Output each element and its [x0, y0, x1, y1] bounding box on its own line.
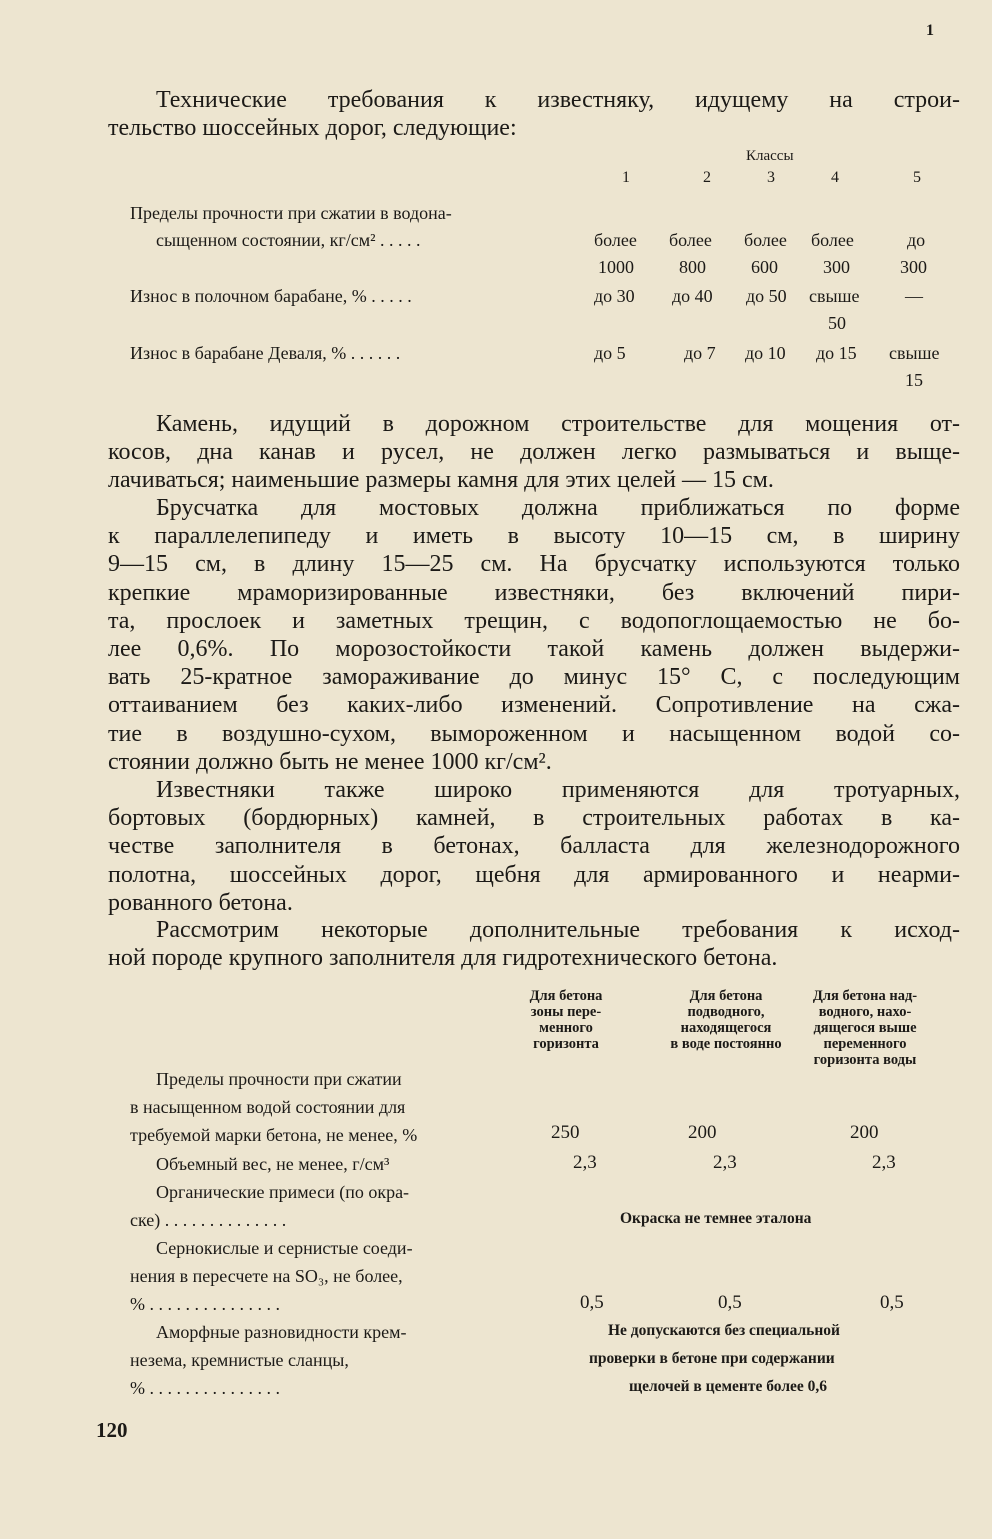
- text-line: к параллелепипеду и иметь в высоту 10—15 см, в ширину: [108, 523, 960, 550]
- table-cell: до 7: [684, 343, 716, 363]
- header-line: горизонта: [533, 1036, 599, 1052]
- header-line: Для бетона над-: [812, 988, 918, 1004]
- table-cell: до 5: [594, 343, 626, 363]
- class-number: 1: [622, 169, 630, 186]
- table-cell: до: [907, 230, 926, 250]
- table-row-label: % . . . . . . . . . . . . . . .: [130, 1378, 280, 1398]
- table-row-label: требуемой марки бетона, не менее, %: [130, 1125, 418, 1145]
- header-line: в воде постоянно: [670, 1036, 782, 1052]
- text-line: тельство шоссейных дорог, следующие:: [108, 115, 517, 142]
- text-line: Рассмотрим некоторые дополнительные требования к исход-: [156, 917, 960, 943]
- table-cell: более: [744, 230, 787, 250]
- text-line: рованного бетона.: [108, 889, 293, 916]
- paragraph-stone: [108, 410, 960, 495]
- table-cell: 200: [688, 1122, 717, 1143]
- header-line: Для бетона: [529, 988, 603, 1004]
- table-cell: 0,5: [580, 1292, 604, 1313]
- table-cell: до 40: [672, 286, 713, 306]
- header-line: менного: [539, 1020, 593, 1036]
- table-note: проверки в бетоне при содержании: [589, 1350, 835, 1367]
- table-row-label: Пределы прочности при сжатии: [156, 1069, 402, 1089]
- table-cell: 0,5: [718, 1292, 742, 1313]
- table-cell: 0,5: [880, 1292, 904, 1313]
- table-row-label: Объемный вес, не менее, г/см³: [156, 1154, 390, 1174]
- page-number: 120: [96, 1418, 128, 1442]
- text-line: Известняки также широко применяются для тротуарных,: [156, 777, 960, 803]
- class-number: 2: [703, 169, 711, 186]
- table-row-label: Сернокислые и сернистые соеди-: [156, 1238, 413, 1258]
- text-line: лее 0,6%. По морозостойкости такой камень должен выдержи-: [108, 636, 960, 663]
- table-cell: свыше: [889, 343, 940, 363]
- table-cell: 2,3: [713, 1152, 737, 1173]
- table-cell: 200: [850, 1122, 879, 1143]
- table-cell: 2,3: [573, 1152, 597, 1173]
- class-number: 5: [913, 169, 921, 186]
- text-line: крепкие мраморизированные известняки, без включений пири-: [108, 579, 960, 606]
- table-row-label: в насыщенном водой состоянии для: [130, 1097, 406, 1117]
- text-line: лачиваться; наименьшие размеры камня для этих целей — 15 см.: [108, 467, 774, 494]
- table-cell: 300: [823, 257, 850, 277]
- table-row-label: ске) . . . . . . . . . . . . . .: [130, 1210, 287, 1230]
- table-row-label: незема, кремнистые сланцы,: [130, 1350, 349, 1370]
- corner-mark: 1: [926, 22, 934, 39]
- text-line: 9—15 см, в длину 15—25 см. На брусчатку используются только: [108, 551, 960, 578]
- text-line: оттаиванием без каких-либо изменений. Сопротивление на сжа-: [108, 692, 960, 719]
- table-cell: более: [669, 230, 712, 250]
- table-row-label: Пределы прочности при сжатии в водона-: [130, 203, 452, 223]
- table-cell: 600: [751, 257, 778, 277]
- paragraph-additional-requirements: [108, 916, 960, 972]
- text-line: косов, дна канав и русел, не должен легко размываться и выще-: [108, 439, 960, 466]
- text-line: стоянии должно быть не менее 1000 кг/см².: [108, 748, 552, 775]
- table-row-label: сыщенном состоянии, кг/см² . . . . .: [156, 230, 421, 250]
- table-cell: 800: [679, 257, 706, 277]
- intro-paragraph: [108, 86, 960, 142]
- class-number: 4: [831, 169, 839, 186]
- header-line: горизонта воды: [813, 1052, 917, 1068]
- table-note: Не допускаются без специальной: [608, 1322, 840, 1339]
- table-row-label: Аморфные разновидности крем-: [156, 1322, 407, 1342]
- header-line: зоны пере-: [530, 1004, 602, 1020]
- table-cell: 300: [900, 257, 927, 277]
- table-cell: свыше: [809, 286, 860, 306]
- table-note: Окраска не темнее эталона: [620, 1210, 812, 1227]
- header-line: водного, нахо-: [818, 1004, 912, 1020]
- table-cell: 250: [551, 1122, 580, 1143]
- text-line: бортовых (бордюрных) камней, в строительных работах в ка-: [108, 805, 960, 832]
- table-cell: 2,3: [872, 1152, 896, 1173]
- table-cell: до 50: [746, 286, 787, 306]
- text-line: ной породе крупного заполнителя для гидротехнического бетона.: [108, 945, 778, 972]
- table-row-label: нения в пересчете на SO₃, не более,: [130, 1266, 403, 1286]
- table-note: щелочей в цементе более 0,6: [629, 1378, 828, 1395]
- text-line: Технические требования к известняку, идущему на строи-: [156, 87, 960, 113]
- text-line: Камень, идущий в дорожном строительстве для мощения от-: [156, 411, 960, 437]
- header-line: подводного,: [687, 1004, 765, 1020]
- header-line: Для бетона: [689, 988, 763, 1004]
- column-header-variable-zone: [506, 988, 626, 1052]
- column-header-underwater: [656, 988, 796, 1052]
- paragraph-paving-stone: [108, 494, 960, 776]
- text-line: Брусчатка для мостовых должна приближаться по форме: [156, 495, 960, 521]
- text-line: честве заполнителя в бетонах, балласта для железнодорожного: [108, 833, 960, 860]
- text-line: полотна, шоссейных дорог, щебня для армированного и неарми-: [108, 861, 960, 888]
- column-header-above-water: [790, 988, 940, 1068]
- text-line: тие в воздушно-сухом, вымороженном и насыщенном водой со-: [108, 720, 960, 747]
- table-cell: более: [594, 230, 637, 250]
- table-row-label: % . . . . . . . . . . . . . . .: [130, 1294, 280, 1314]
- table-row-label: Органические примеси (по окра-: [156, 1182, 410, 1202]
- table-cell: до 30: [594, 286, 635, 306]
- paragraph-limestone-uses: [108, 776, 960, 917]
- header-line: находящегося: [680, 1020, 772, 1036]
- table-row-label: Износ в полочном барабане, % . . . . .: [130, 286, 412, 306]
- table-cell: 50: [828, 313, 846, 333]
- table-cell: 1000: [598, 257, 634, 277]
- table-row-label: Износ в барабане Деваля, % . . . . . .: [130, 343, 401, 363]
- table-cell: более: [811, 230, 854, 250]
- header-line: дящегося выше: [813, 1020, 917, 1036]
- table-cell: до 10: [745, 343, 786, 363]
- table-cell: до 15: [816, 343, 857, 363]
- table-cell: —: [905, 286, 923, 306]
- text-line: та, прослоек и заметных трещин, с водопоглощаемостью не бо-: [108, 607, 960, 634]
- table-cell: 15: [905, 370, 923, 390]
- text-line: вать 25-кратное замораживание до минус 15° С, с последующим: [108, 664, 960, 691]
- class-number: 3: [767, 169, 775, 186]
- classes-header: Классы: [746, 148, 794, 164]
- header-line: переменного: [823, 1036, 907, 1052]
